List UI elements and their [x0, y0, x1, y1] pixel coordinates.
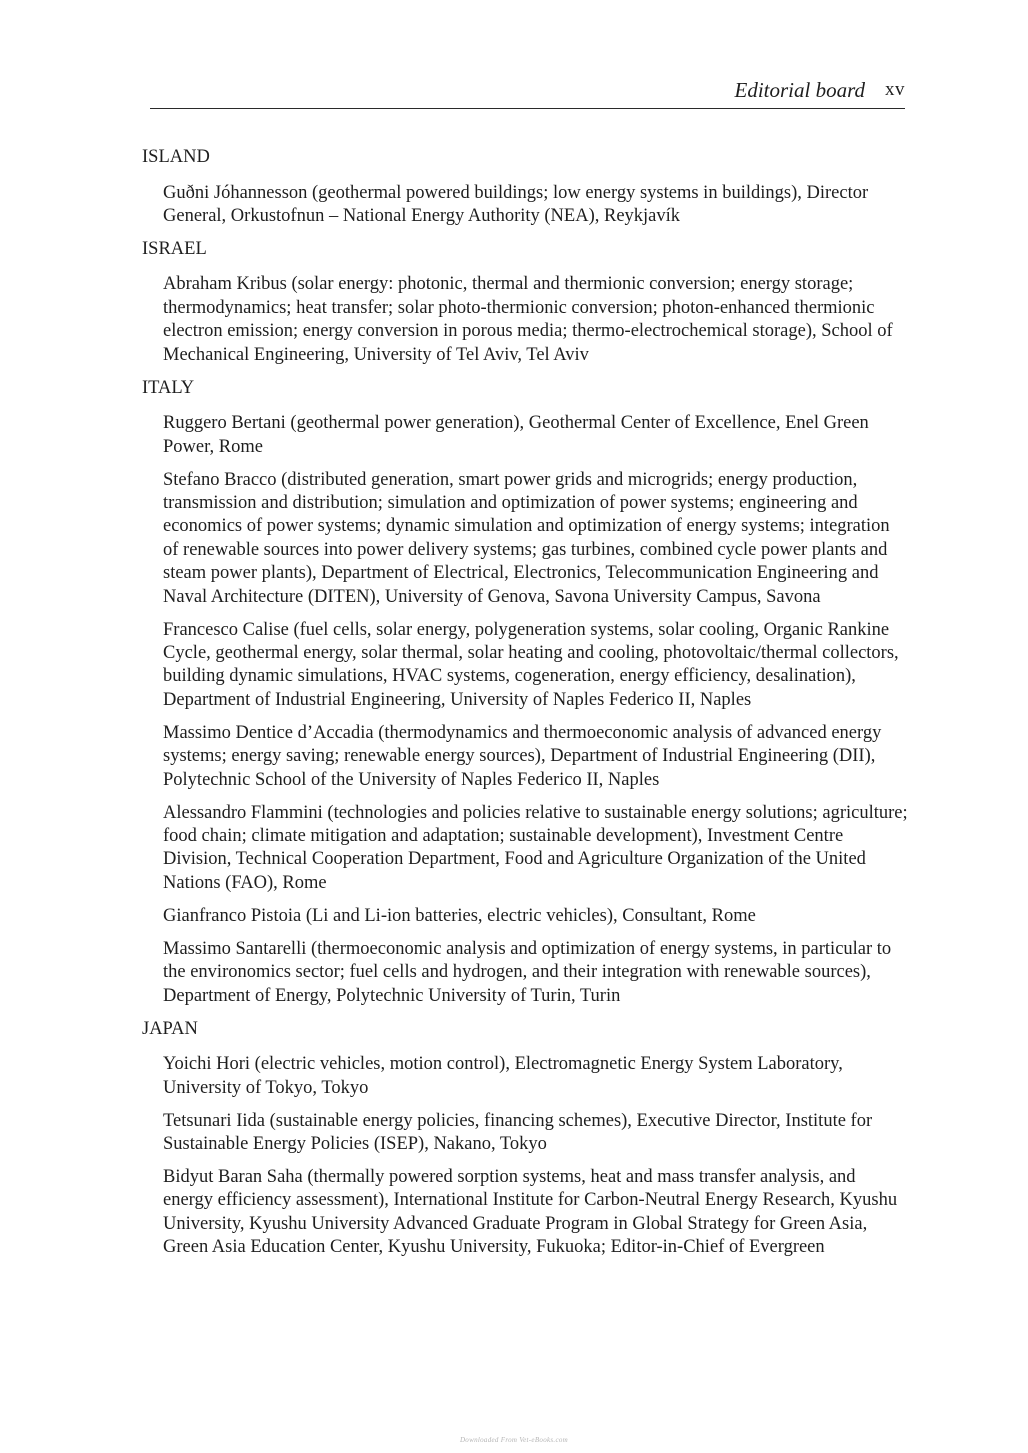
- country-heading: ISLAND: [142, 147, 210, 167]
- board-member-entry: Stefano Bracco (distributed generation, smart power grids and microgrids; energy production, transmission and distribution; simulation and optimization of power systems; engineering and economics of power systems; dynamic simulation and optimization of energy systems; integration of renewable sources into power delivery systems; gas turbines, combined cycle power plants and steam power plants), Department of Electrical, Electronics, Telecommunication Engineering and Naval Architecture (DITEN), University of Genova, Savona University Campus, Savona: [163, 469, 890, 607]
- board-member-entry: Massimo Dentice d’Accadia (thermodynamics and thermoeconomic analysis of advanced energy systems; energy saving; renewable energy sources), Department of Industrial Engineering (DII), Polytechnic School of the University of Naples Federico II, Naples: [163, 722, 882, 790]
- board-member-entry: Tetsunari Iida (sustainable energy policies, financing schemes), Executive Director, Institute for Sustainable Energy Policies (ISEP), Nakano, Tokyo: [163, 1110, 873, 1154]
- country-section-japan: [142, 1018, 912, 1260]
- country-heading: JAPAN: [142, 1018, 198, 1039]
- country-section-island: [142, 146, 912, 228]
- country-section-italy: [142, 377, 912, 1008]
- board-member-entry: Gianfranco Pistoia (Li and Li-ion batteries, electric vehicles), Consultant, Rome: [163, 905, 756, 926]
- board-member-entry: Ruggero Bertani (geothermal power generation), Geothermal Center of Excellence, Enel Green Power, Rome: [163, 413, 869, 457]
- board-member-entry: Francesco Calise (fuel cells, solar energy, polygeneration systems, solar cooling, Organic Rankine Cycle, geothermal energy, solar thermal, solar heating and cooling, photovoltaic/thermal collectors, building dynamic simulations, HVAC systems, cogeneration, energy efficiency, desalination), Department of Industrial Engineering, University of Naples Federico II, Naples: [163, 619, 899, 710]
- board-member-entry: Abraham Kribus (solar energy: photonic, thermal and thermionic conversion; energy storage; thermodynamics; heat transfer; solar photo-thermionic conversion; photon-enhanced thermionic electron emission; energy conversion in porous media; thermo-electrochemical storage), School of Mechanical Engineering, University of Tel Aviv, Tel Aviv: [163, 274, 893, 365]
- board-member-entry: Alessandro Flammini (technologies and policies relative to sustainable energy solutions; agriculture; food chain; climate mitigation and adaptation; sustainable development), Investment Centre Division, Technical Cooperation Department, Food and Agriculture Organization of the United Nations (FAO), Rome: [163, 802, 908, 893]
- board-member-entry: Massimo Santarelli (thermoeconomic analysis and optimization of energy systems, in particular to the environomics sector; fuel cells and hydrogen, and their integration with renewable sources), Department of Energy, Polytechnic University of Turin, Turin: [163, 938, 892, 1006]
- board-member-entry: Bidyut Baran Saha (thermally powered sorption systems, heat and mass transfer analysis, and energy efficiency assessment), International Institute for Carbon-Neutral Energy Research, Kyushu University, Kyushu University Advanced Graduate Program in Global Strategy for Green Asia, Green Asia Education Center, Kyushu University, Fukuoka; Editor-in-Chief of Evergreen: [163, 1166, 898, 1258]
- download-watermark: Downloaded From Vet-eBooks.com: [459, 1436, 569, 1444]
- country-section-israel: [142, 238, 912, 367]
- running-header: [150, 74, 905, 109]
- page-number: xv: [885, 79, 905, 100]
- country-heading: ITALY: [142, 377, 195, 398]
- editorial-board-list: [142, 146, 912, 1269]
- board-member-entry: Guðni Jóhannesson (geothermal powered buildings; low energy systems in buildings), Director General, Orkustofnun – National Energy Authority (NEA), Reykjavík: [163, 182, 869, 226]
- board-member-entry: Yoichi Hori (electric vehicles, motion control), Electromagnetic Energy System Laboratory, University of Tokyo, Tokyo: [163, 1054, 843, 1098]
- running-header-title: Editorial board: [734, 78, 865, 102]
- country-heading: ISRAEL: [142, 238, 207, 259]
